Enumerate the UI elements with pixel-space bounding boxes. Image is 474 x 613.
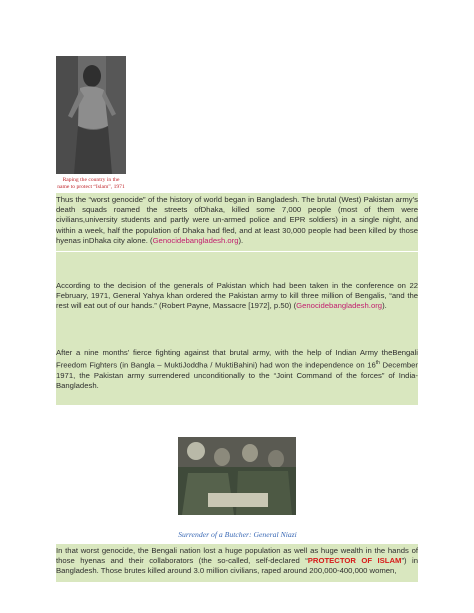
photo-placeholder-graphic — [178, 437, 296, 515]
superscript: th — [375, 360, 380, 367]
paragraph-text: According to the decision of the generals of Pakistan which had been taken in the conference on 22 February, 1971, General Yahya khan ordered the Pakistan army to kill three million of Bengalis, “and the rest will eat out of our hands.” (Robert Payne, Massacre [1972], p.50) ( — [56, 281, 418, 311]
source-link[interactable]: Genocidebangladesh.org — [152, 235, 239, 245]
emphasis-red: PROTECTOR OF ISLAM — [307, 556, 402, 566]
paragraph-text: After a nine months’ fierce fighting against that brutal army, with the help of Indian Army theBengali Freedom Fighters (in Bangla – MuktiJoddha / MuktiBahini) had won the independence on 16 — [56, 348, 418, 370]
paragraph-text: ). — [382, 301, 387, 311]
paragraph-text: In that worst genocide, the Bengali nation lost a huge population as well as huge wealth in the hands of those hyenas and their collaborators (the so-called, self-declared “ — [56, 546, 418, 566]
source-link[interactable]: Genocidebangladesh.org — [296, 301, 383, 311]
caption-line: name to protect “Islam”, 1971 — [57, 183, 125, 190]
paragraph-1 — [56, 195, 418, 246]
historical-photo-1971 — [56, 56, 126, 174]
paragraph-text: ). — [238, 235, 244, 245]
photo-placeholder-graphic — [56, 56, 126, 174]
caption-line: Raping the country in the — [62, 177, 120, 183]
photo-2-caption: Surrender of a Butcher: General Niazi — [178, 530, 297, 539]
paragraph-text: December 1971, the Pakistan army surrendered unconditionally to the “Joint Command of the forces” of India-Bangladesh. — [56, 360, 418, 391]
photo-1-caption — [52, 177, 130, 191]
paragraph-2 — [56, 281, 418, 312]
paragraph-3 — [56, 348, 418, 391]
paragraph-text: ”) in Bangladesh. Those brutes killed around 3.0 million civilians, raped around 200,000-400,000 women, — [56, 556, 419, 576]
paragraph-text: Thus the “worst genocide” of the history of world began in Bangladesh. The brutal (West) Pakistan army’s death squads roamed the streets ofDhaka, killed some 7,000 people (most of them were civilians,university students and partly were un-armed police and EPR soldiers) in a single night, and within a week, half the population of Dhaka had fled, and at least 30,000 people had been killed by those hyenas inDhaka city alone. ( — [56, 195, 418, 245]
paragraph-4 — [56, 546, 418, 577]
surrender-photo — [178, 437, 296, 515]
